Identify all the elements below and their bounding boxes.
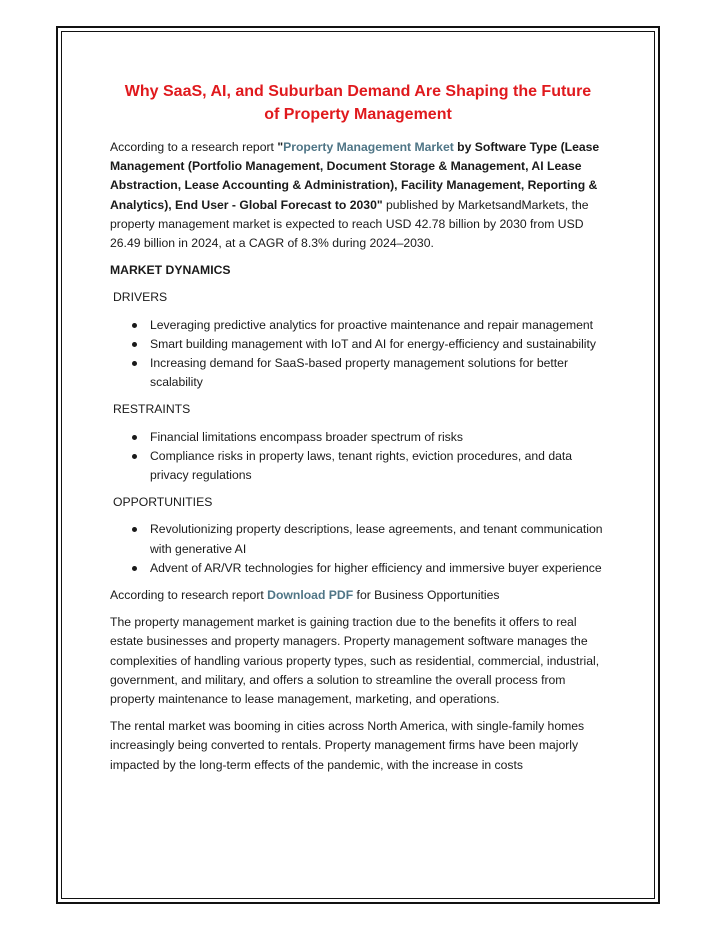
- intro-suffix: published by MarketsandMarkets, the property management market is expected to reach USD 42.78 billion by 2030 from USD 26.49 billion in 2024, at a CAGR of 8.3% during 2024–2030.: [110, 197, 589, 251]
- intro-quote: ": [277, 140, 284, 154]
- document-title: [110, 80, 606, 126]
- list-item: Financial limitations encompass broader spectrum of risks: [150, 428, 606, 447]
- list-item: Increasing demand for SaaS-based property management solutions for better scalability: [150, 354, 606, 392]
- title-line-1: Why SaaS, AI, and Suburban Demand Are Shaping the Future: [124, 83, 592, 100]
- list-item: Leveraging predictive analytics for proactive maintenance and repair management: [150, 316, 606, 335]
- intro-prefix: According to a research report: [110, 140, 278, 154]
- document-page: [110, 80, 606, 783]
- list-item: Compliance risks in property laws, tenant rights, eviction procedures, and data privacy regulations: [150, 447, 606, 485]
- download-prefix: According to research report: [110, 588, 268, 603]
- list-item: Revolutionizing property descriptions, lease agreements, and tenant communication with generative AI: [150, 520, 606, 558]
- opportunities-heading: OPPORTUNITIES: [113, 495, 213, 510]
- download-pdf-link[interactable]: Download PDF: [267, 588, 354, 603]
- download-paragraph: [110, 586, 606, 605]
- report-full-title: by Software Type (Lease Management (Portfolio Management, Document Storage & Management, AI Lease Abstraction, Lease Accounting & Administration), Facility Management, Reporting & Analytics), End User - Global Forecast to 2030": [110, 140, 600, 212]
- report-link[interactable]: Property Management Market: [283, 140, 454, 154]
- market-dynamics-heading: MARKET DYNAMICS: [110, 263, 231, 278]
- intro-paragraph: [110, 138, 606, 253]
- restraints-heading: RESTRAINTS: [113, 402, 191, 417]
- drivers-list: [110, 316, 606, 393]
- download-suffix: for Business Opportunities: [353, 588, 500, 603]
- body-paragraph-1: The property management market is gaining traction due to the benefits it offers to real estate businesses and property managers. Property management software manages the complexities of handling various property types, such as residential, commercial, industrial, government, and military, and offers a solution to streamline the overall process from property maintenance to lease management, marketing, and operations.: [110, 615, 600, 707]
- restraints-list: [110, 428, 606, 486]
- opportunities-list: [110, 520, 606, 578]
- list-item: Smart building management with IoT and AI for energy-efficiency and sustainability: [150, 335, 606, 354]
- list-item: Advent of AR/VR technologies for higher efficiency and immersive buyer experience: [150, 559, 606, 578]
- title-line-2: of Property Management: [264, 106, 452, 123]
- body-paragraph-2: The rental market was booming in cities across North America, with single-family homes increasingly being converted to rentals. Property management firms have been majorly impacted by the long-term effects of the pandemic, with the increase in costs: [110, 719, 585, 772]
- drivers-heading: DRIVERS: [113, 290, 168, 305]
